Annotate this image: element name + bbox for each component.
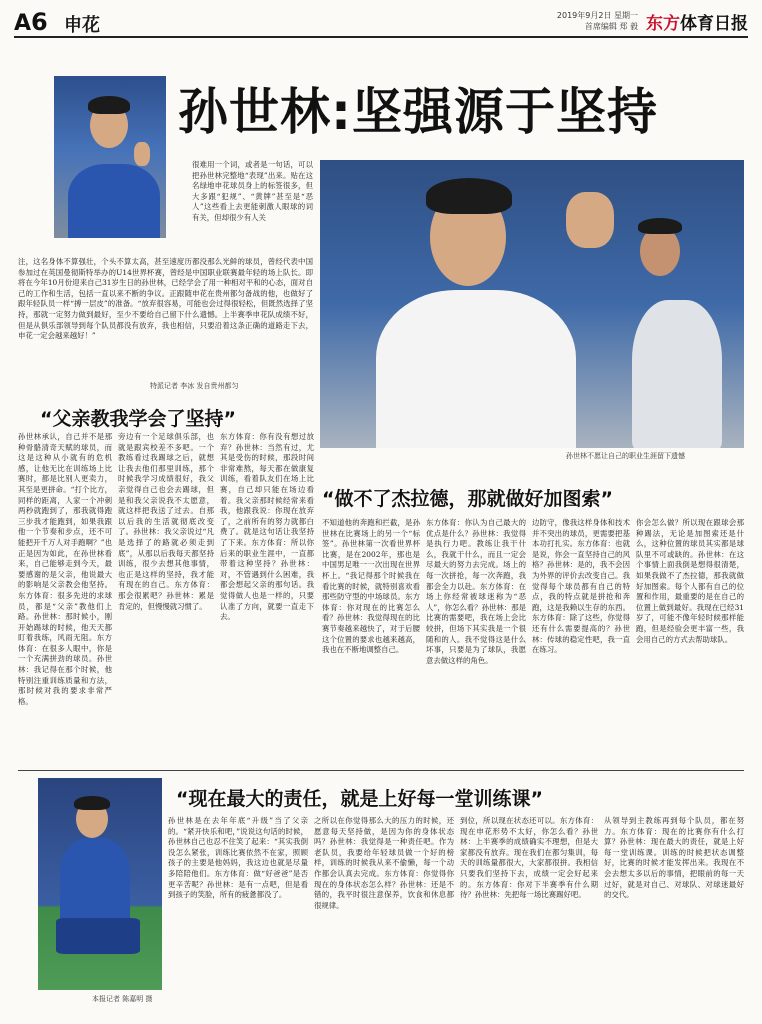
player-hair-main bbox=[426, 178, 512, 214]
player-hand bbox=[134, 142, 150, 166]
logo-part1: 东方 bbox=[646, 14, 680, 34]
section3-column2: 之所以在你觉得那么大的压力的时候，还愿意每天坚持做，是因为你的身体状态吗？孙世林：我觉得是一种责任吧。作为老队员，我要给年轻球员做一个好的榜样，训练的时候我从来不偷懒，每一个动作都会认真去完成。东方体育：你觉得你现在的身体状态怎么样？孙世林：还是不错的，我平时很注意保养，饮食和休息都很规律。 bbox=[314, 816, 454, 910]
section1-column3: 东方体育：你有没有想过放弃？孙世林：当然有过，尤其是受伤的时候，那段时间非常难熬，每天都在做康复训练，看着队友们在场上比赛，自己却只能在场边看着。我父亲那时候经常来看我，他跟我说：你现在放弃了，之前所有的努力就都白费了。就是这句话让我坚持了下来。东方体育：所以你后来的职业生涯中，一直都带着这种坚持？孙世林：对，不管遇到什么困难，我都会想起父亲的那句话。我觉得做人也是一样的，只要认准了方向，就要一直走下去。 bbox=[220, 432, 314, 622]
section3-column3: 到位，所以现在状态还可以。东方体育：现在申花形势不太好，你怎么看？孙世林：上半赛季的成绩确实不理想，但是大家都没有放弃。现在我们在都匀集训，每天的训练量都很大，大家都很拼。我相信只要我们坚持下去，成绩一定会好起来的。东方体育：你对下半赛季有什么期待？孙世林：先把每一场比赛踢好吧。 bbox=[460, 816, 598, 900]
date-block bbox=[557, 10, 638, 32]
page-prefix: A bbox=[14, 11, 32, 36]
section-name: 申花 bbox=[64, 15, 100, 36]
raised-fist bbox=[566, 192, 614, 248]
editors: 首席编辑 郑 毅 bbox=[584, 22, 638, 31]
main-headline: 孙世林:坚强源于坚持 bbox=[178, 83, 658, 141]
page-num: 6 bbox=[31, 8, 48, 36]
kneeling-player-hair bbox=[74, 796, 110, 810]
section3-column1: 孙世林是在去年年底“升级”当了父亲的。“紧开快乐和吧，”说说这句话的时候，孙世林自己也忍不住笑了起来：“其实我倒没怎么紧张，训练比赛依然不在家，照顾孩子的主要是他妈妈，我这边也就是尽量多陪陪他们。东方体育：做“好爸爸”是否更辛苦呢？孙世林：是有一点吧，但是看到孩子的笑脸，所有的疲惫都没了。 bbox=[168, 816, 308, 900]
kneeling-player-shorts bbox=[56, 918, 140, 954]
teammate-shirt bbox=[632, 300, 722, 448]
newspaper-logo bbox=[646, 9, 748, 34]
section3-column4: 从领导到主教练再到每个队员，都在努力。东方体育：现在的比赛你有什么打算？孙世林：现在最大的责任，就是上好每一堂训练课。训练的时候把状态调整好，比赛的时候才能发挥出来。我现在不会去想太多以后的事情，把眼前的每一天过好，就是对自己、对球队、对球迷最好的交代。 bbox=[604, 816, 744, 900]
player-shirt bbox=[68, 164, 160, 238]
section-divider bbox=[18, 770, 744, 771]
section3-title: “现在最大的责任，就是上好每一堂训练课” bbox=[176, 788, 543, 810]
logo-part2: 体育日报 bbox=[680, 14, 748, 34]
kneeling-player-shirt bbox=[60, 838, 130, 924]
main-photo bbox=[320, 160, 744, 448]
lead-text: 注，这名身体不算强壮，个头不算太高，甚至速度历都没那么光鲜的球员，曾经代表中国参加过在英国曼彻斯特举办的U14世界杯赛，曾经是中国职业联赛最年轻的场上队长。即将在今年10月份迎来自己31岁生日的孙世林，已经学会了用一种相对平和的心态，面对自己的工作和生活，包括一直以来不断的争议。正跟随申花在贵州都匀备战的他，也做好了跟年轻队员一样“搏一层皮”的准备。“放弃很容易，可能也会过得很轻松，但既然选择了坚持，那就一定努力做到最好，至少不要给自己留下什么遗憾。上半赛季申花队成绩不好，但是从俱乐部领导到每个队员都没有放弃，我也相信，只要沿着这条正确的道路走下去，申花一定会越来越好！” bbox=[18, 257, 313, 341]
portrait-photo-top bbox=[54, 76, 166, 238]
bottom-photo-caption: 本报记者 陈嘉明 摄 bbox=[92, 995, 153, 1003]
byline: 特派记者 李冰 发自贵州都匀 bbox=[150, 382, 239, 390]
player-shirt-main bbox=[376, 290, 576, 448]
lead-column: 很难用一个词，或者是一句话，可以把孙世林完整地“表现”出来。贴在这名绿地申花球员身上的标签很多，但大多跟“犯规”、“黄牌”甚至是“恶人”这些看上去更能刺激人眼球的词有关，但却很少有人关 bbox=[192, 160, 313, 222]
section1-column1: 孙世林承认，自己并不是那种骨骼清奇天赋的球员，而这是这种从小就有的危机感，让他无比在训练场上比赛时，都是比别人更卖力，其至是更拼命。“打个比方，同样的距离，人家一个冲刺两秒就跑到了，那我就得跑三步我才能跑到，如果我跟他一个节奏和步点，还不可能把开千万人对手跑啊？”也正是因为如此，在孙世林看来，自己能够走到今天，最要感谢的是父亲，他说最大的影响是父亲教会他坚持。东方体育：很多先进的求球员，都是“父亲”教他们上路。孙世林：那时候小，刚开始踢球的时候，他天天都盯着我练，风雨无阻。东方体育：在很多人眼中，你是一个充满拼劲的球员。孙世林：我记得在那个时候，他特别注重训练质量和方法，那时候对我的要求非常严格。 bbox=[18, 432, 112, 706]
page-number bbox=[14, 8, 48, 36]
teammate-hair bbox=[638, 218, 682, 234]
section2-column4: 你会怎么做？所以现在跟球会那种踢法，无论是加图索还是什么，这种位置的球员其实都是球队里不可或缺的。孙世林：在这个事情上面我倒是想得很清楚，如果我做不了杰拉德，那我就做好加图索。每个人都有自己的位置和作用，最重要的是在自己的位置上做到最好。我现在已经31岁了，可能不像年轻时候那样能跑，但是经验会更丰富一些，我会用自己的方式去帮助球队。 bbox=[636, 518, 744, 644]
bottom-photo bbox=[38, 778, 162, 990]
masthead bbox=[14, 8, 748, 38]
section1-title: “父亲教我学会了坚持” bbox=[40, 408, 236, 430]
issue-date: 2019年9月2日 星期一 bbox=[556, 11, 638, 20]
section2-column1: 不知道他的奔跑和拦截，是孙世林在比赛场上的另一个“标签”。孙世林第一次看世界杯比赛，是在2002年，那也是中国男足唯一一次出现在世界杯上。“我记得那个时候我在看比赛的时候，就特别喜欢看那些防守型的中场球员。东方体育：你对现在的比赛怎么看？孙世林：我觉得现在的比赛节奏越来越快了，对于后腰这个位置的要求也越来越高，我也在不断地调整自己。 bbox=[322, 518, 420, 655]
player-hair bbox=[88, 96, 130, 114]
section2-title: “做不了杰拉德，那就做好加图索” bbox=[322, 488, 613, 510]
photo-caption: 孙世林不愿让自己的职业生涯留下遗憾 bbox=[566, 452, 685, 460]
section2-column3: 边防守，像我这样身体和技术并不突出的球员，更需要把基本功打扎实。东方体育：也就是说，你会一直坚持自己的风格？孙世林：是的，我不会因为外界的评价去改变自己。我觉得每个球员都有自己的特点，我的特点就是拼抢和奔跑，这是我赖以生存的东西。东方体育：除了这些，你觉得还有什么需要提高的？孙世林：传球的稳定性吧，我一直在练习。 bbox=[532, 518, 630, 655]
section2-column2: 东方体育：你认为自己最大的优点是什么？孙世林：我觉得是执行力吧。教练让我干什么，我就干什么，而且一定会尽最大的努力去完成。场上的每一次拼抢，每一次奔跑，我都会全力以赴。东方体育：在场上你经常被球迷称为“恶人”，你怎么看？孙世林：那是比赛的需要吧，我在场上会比较拼，但场下其实我是一个很随和的人。我不觉得这是什么坏事，只要是为了球队，我愿意去做这样的角色。 bbox=[426, 518, 526, 665]
section1-column2: 旁边有一个足球俱乐部，也就是跟宾校差不多吧。一个教练看过我踢球之后，就想让我去他们那里训练，那个时候我学习成绩很好，我父亲觉得自己也会去踢球，但是和我父亲说我不太愿意，就这样把我送了过去。自那以后我的生活就彻底改变了。孙世林：我父亲说过“凡是选择了的路就必须走到底”，从那以后我每天都坚持训练，很少去想其他事情，也正是这样的坚持，我才能有现在的自己。东方体育：那会很累吧？孙世林：累是肯定的，但慢慢就习惯了。 bbox=[118, 432, 214, 611]
